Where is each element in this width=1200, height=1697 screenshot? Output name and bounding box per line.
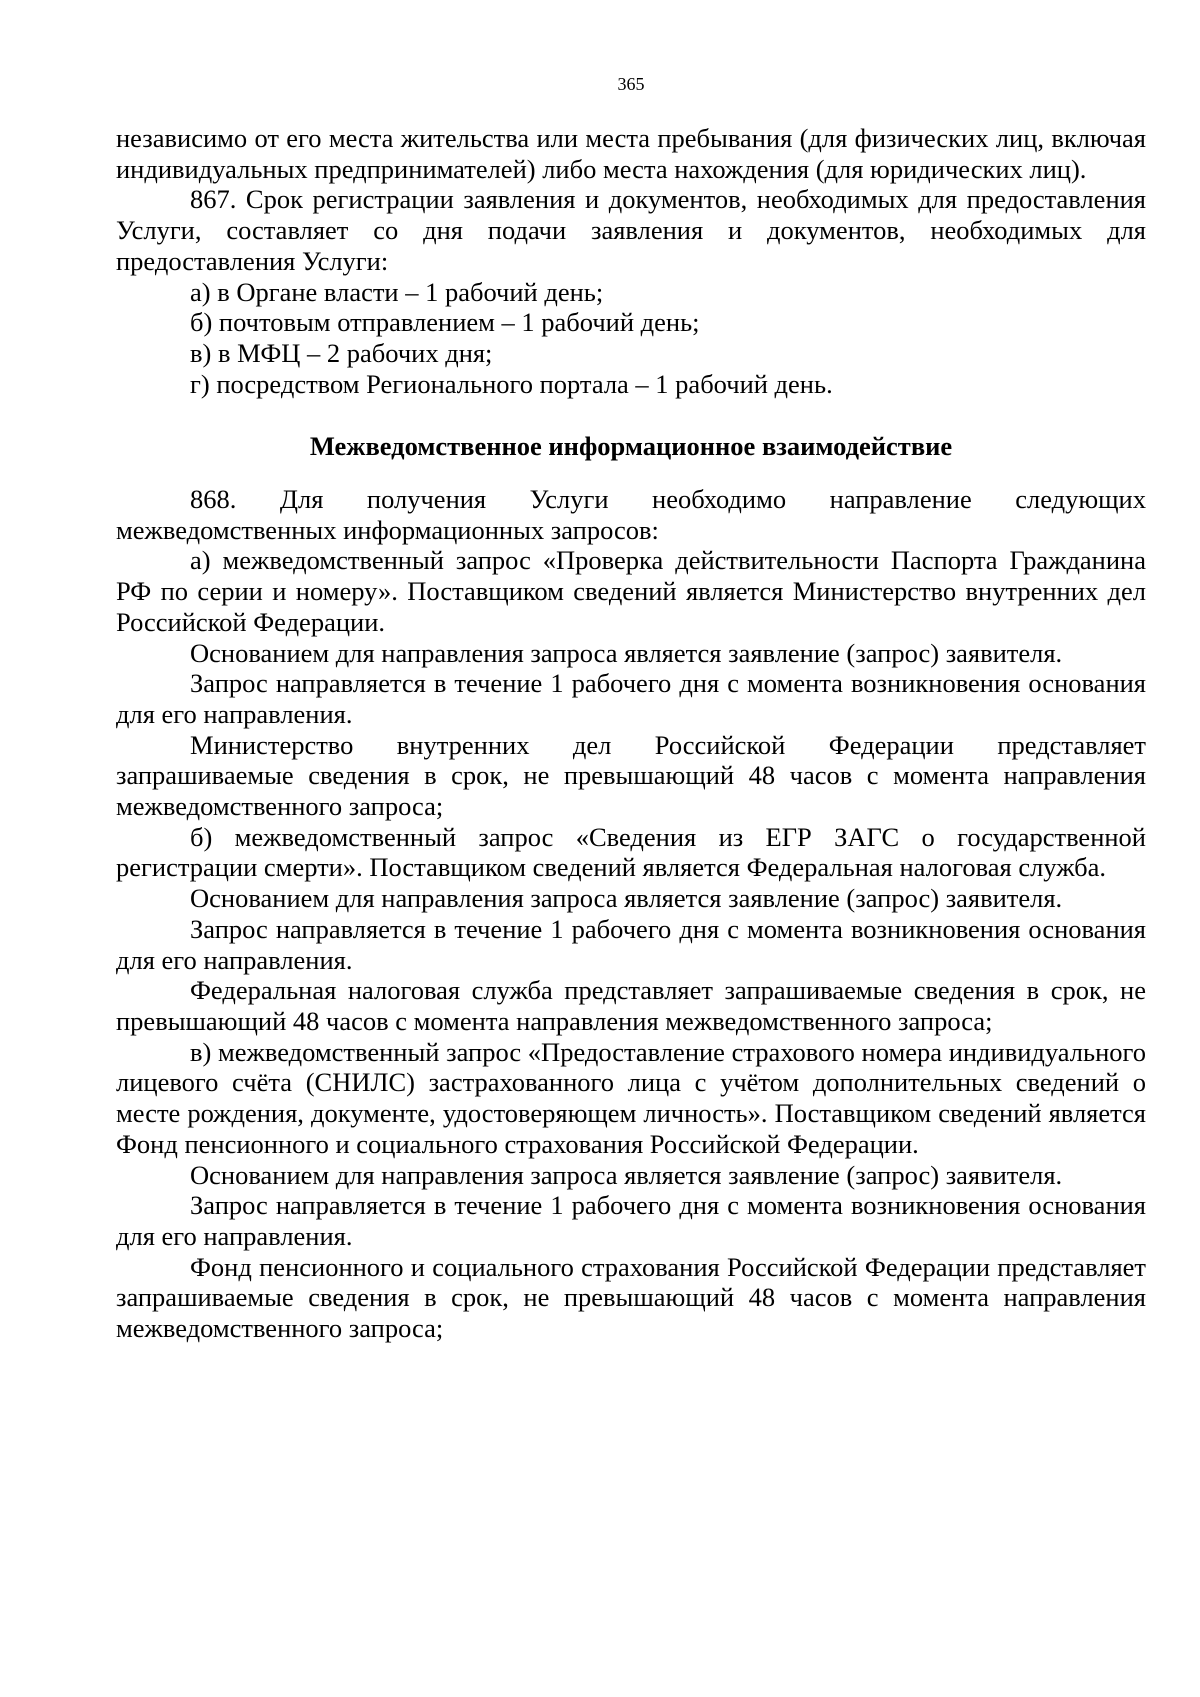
intro-continuation-paragraph: независимо от его места жительства или места пребывания (для физических лиц, включая индивидуальных предпринимателей) либо места нахождения (для юридических лиц). — [116, 123, 1146, 184]
request-a-basis: Основанием для направления запроса является заявление (запрос) заявителя. — [190, 637, 1063, 668]
page-number: 365 — [617, 74, 645, 94]
item-867-sub-v: в) в МФЦ – 2 рабочих дня; — [190, 337, 493, 368]
section-heading: Межведомственное информационное взаимодействие — [309, 431, 953, 462]
item-867-sub-g: г) посредством Регионального портала – 1 рабочий день. — [190, 368, 833, 399]
item-867-paragraph: 867. Срок регистрации заявления и документов, необходимых для предоставления Услуги, составляет со дня подачи заявления и документов, необходимых для предоставления Услуги: — [116, 184, 1146, 276]
request-b-paragraph: б) межведомственный запрос «Сведения из ЕГР ЗАГС о государственной регистрации смерти». Поставщиком сведений является Федеральная налоговая служба. — [116, 821, 1146, 883]
item-867-sub-b: б) почтовым отправлением – 1 рабочий день; — [190, 307, 700, 338]
page-body — [116, 123, 1146, 1344]
request-v-timing: Запрос направляется в течение 1 рабочего дня с момента возникновения основания для его направления. — [116, 1190, 1146, 1251]
request-v-basis: Основанием для направления запроса является заявление (запрос) заявителя. — [190, 1159, 1063, 1190]
request-b-response: Федеральная налоговая служба представляет запрашиваемые сведения в срок, не превышающий 48 часов с момента направления межведомственного запроса; — [116, 975, 1146, 1036]
request-a-response: Министерство внутренних дел Российской Федерации представляет запрашиваемые сведения в срок, не превышающий 48 часов с момента направления межведомственного запроса; — [116, 729, 1146, 822]
request-v-response: Фонд пенсионного и социального страхования Российской Федерации представляет запрашиваемые сведения в срок, не превышающий 48 часов с момента направления межведомственного запроса; — [116, 1251, 1146, 1344]
request-v-paragraph: в) межведомственный запрос «Предоставление страхового номера индивидуального лицевого счёта (СНИЛС) застрахованного лица с учётом дополнительных сведений о месте рождения, документе, удостоверяющем личность». Поставщиком сведений является Фонд пенсионного и социального страхования Российской Федерации. — [116, 1036, 1146, 1159]
item-867-sub-a: а) в Органе власти – 1 рабочий день; — [190, 276, 604, 307]
request-a-timing: Запрос направляется в течение 1 рабочего дня с момента возникновения основания для его направления. — [116, 668, 1146, 729]
item-868-paragraph: 868. Для получения Услуги необходимо направление следующих межведомственных информационных запросов: — [116, 484, 1146, 545]
request-b-timing: Запрос направляется в течение 1 рабочего дня с момента возникновения основания для его направления. — [116, 913, 1146, 975]
request-a-paragraph: а) межведомственный запрос «Проверка действительности Паспорта Гражданина РФ по серии и номеру». Поставщиком сведений является Министерство внутренних дел Российской Федерации. — [116, 545, 1146, 637]
request-b-basis: Основанием для направления запроса является заявление (запрос) заявителя. — [190, 883, 1063, 914]
